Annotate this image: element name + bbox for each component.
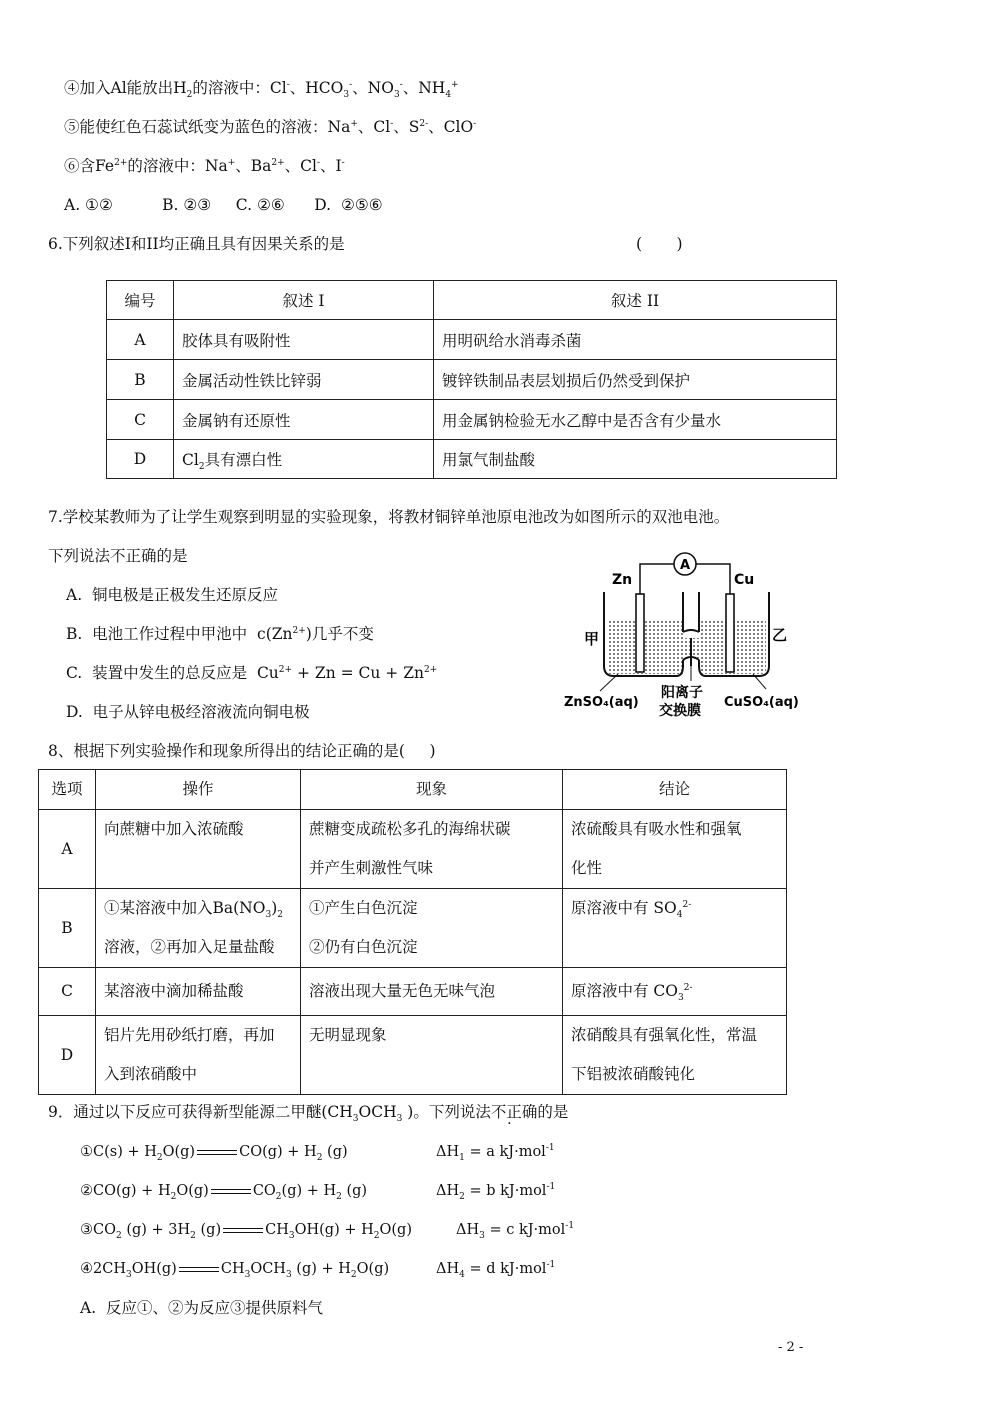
q7-option-d: D. 电子从锌电极经溶液流向铜电极 xyxy=(66,703,310,721)
q8-header: 现象 xyxy=(301,770,563,810)
option-6: ⑥含$Fe^{2+}$的溶液中：Na+、$Ba^{2+}$、Cl-、I- xyxy=(64,157,345,175)
q6-cell: 镀锌铁制品表层划损后仍然受到保护 xyxy=(434,360,837,400)
q8-cell: C xyxy=(39,968,96,1016)
q6-cell: B xyxy=(107,360,174,400)
q6-cell: A xyxy=(107,320,174,360)
page-number: - 2 - xyxy=(778,1340,804,1355)
q6-cell: $Cl_2$具有漂白性 xyxy=(174,440,434,479)
q8-cell: 向蔗糖中加入浓硫酸 xyxy=(96,810,301,889)
q8-cell: 无明显现象 xyxy=(301,1016,563,1095)
q6-cell: 金属钠有还原性 xyxy=(174,400,434,440)
q9-option-a: A. 反应①、②为反应③提供原料气 xyxy=(80,1299,323,1317)
cu-electrode xyxy=(726,594,734,672)
membrane-label-1: 阳离子 xyxy=(661,685,703,701)
table-row xyxy=(107,320,837,360)
cu-solution-label: CuSO₄(aq) xyxy=(724,695,799,710)
table-row xyxy=(39,968,787,1016)
option-5: ⑤能使红色石蕊试纸变为蓝色的溶液：Na+、Cl-、$S^{2-}$、ClO- xyxy=(64,118,477,136)
q6-cell: 用明矾给水消毒杀菌 xyxy=(434,320,837,360)
q8-cell: 原溶液中有 $CO_3^{2-}$ xyxy=(563,968,787,1016)
q8-stem: 8、根据下列实验操作和现象所得出的结论正确的是( ) xyxy=(48,742,436,760)
reaction-1: ①C(s) + $H_2O(g) CO(g) + H_2$ (g) xyxy=(80,1144,348,1163)
q8-cell: 浓硫酸具有吸水性和强氧 化性 xyxy=(563,810,787,889)
q7-option-c: C. 装置中发生的总反应是 $Cu^{2+} + Zn = Cu + Zn^{2+}$ xyxy=(66,664,438,682)
q8-cell: 溶液出现大量无色无味气泡 xyxy=(301,968,563,1016)
q8-cell: 原溶液中有 $SO_4^{2-}$ xyxy=(563,889,787,968)
reaction-2: ②CO(g) + $H_2O(g) CO_2(g) + H_2$ (g) xyxy=(80,1183,368,1202)
table-row xyxy=(39,810,787,889)
q6-cell: 金属活动性铁比锌弱 xyxy=(174,360,434,400)
q6-table xyxy=(106,280,837,479)
q9-stem: 9．通过以下反应可获得新型能源二甲醚($CH_3OCH_3$ )。下列说法不正确的是 xyxy=(48,1103,569,1125)
q8-header: 结论 xyxy=(563,770,787,810)
q8-cell: A xyxy=(39,810,96,889)
enthalpy-3: $\Delta H_3 = c$ kJ·mol$^{-1}$ xyxy=(456,1221,575,1241)
q6-header-s1: 叙述 I xyxy=(174,281,434,320)
enthalpy-1: $\Delta H_1 = a$ kJ·mol$^{-1}$ xyxy=(436,1143,555,1163)
reaction-4: $④2CH_3OH(g)$ $CH_3OCH_3$ $(g) + H_2O(g)$ xyxy=(80,1261,390,1280)
q8-cell: 铝片先用砂纸打磨，再加 入到浓硝酸中 xyxy=(96,1016,301,1095)
table-row xyxy=(39,1016,787,1095)
q8-cell: ①产生白色沉淀 ②仍有白色沉淀 xyxy=(301,889,563,968)
zn-label: Zn xyxy=(612,572,633,588)
q6-stem: 6.下列叙述I和II均正确且具有因果关系的是 xyxy=(48,235,345,253)
q6-cell: 用金属钠检验无水乙醇中是否含有少量水 xyxy=(434,400,837,440)
zn-electrode xyxy=(636,594,644,672)
left-cell-label: 甲 xyxy=(584,630,600,648)
q6-cell: C xyxy=(107,400,174,440)
membrane-label-2: 交换膜 xyxy=(659,703,701,719)
q6-header-id: 编号 xyxy=(107,281,174,320)
q8-cell: B xyxy=(39,889,96,968)
right-cell-label: 乙 xyxy=(772,626,788,644)
q8-header: 选项 xyxy=(39,770,96,810)
table-row xyxy=(107,440,837,479)
q8-cell: D xyxy=(39,1016,96,1095)
enthalpy-2: $\Delta H_2 = b$ kJ·mol$^{-1}$ xyxy=(436,1182,556,1202)
option-4: ④加入Al能放出$H_2$的溶液中：Cl-、$HCO_3^-$、$NO_3^-$、$NH_4^+$ xyxy=(64,79,459,101)
q6-bracket: ( ) xyxy=(636,235,683,253)
q7-option-b: B. 电池工作过程中甲池中 $c(Zn^{2+})$几乎不变 xyxy=(66,625,374,643)
reaction-3: $③CO_2$ $(g) + 3H_2$ (g) $CH_3OH(g) + H_2O(g)$ xyxy=(80,1222,412,1241)
enthalpy-4: $\Delta H_4 = d$ kJ·mol$^{-1}$ xyxy=(436,1260,556,1280)
q8-cell: 浓硝酸具有强氧化性，常温 下铝被浓硝酸钝化 xyxy=(563,1016,787,1095)
ammeter-label: A xyxy=(679,558,691,573)
q8-cell: 某溶液中滴加稀盐酸 xyxy=(96,968,301,1016)
q6-header-s2: 叙述 II xyxy=(434,281,837,320)
q8-header: 操作 xyxy=(96,770,301,810)
table-row xyxy=(39,889,787,968)
q7-stem: 7.学校某教师为了让学生观察到明显的实验现象，将教材铜锌单池原电池改为如图所示的双池电池。 xyxy=(48,508,730,526)
q6-cell: 胶体具有吸附性 xyxy=(174,320,434,360)
zn-solution-label: ZnSO₄(aq) xyxy=(564,695,639,710)
q6-cell: D xyxy=(107,440,174,479)
q6-cell: 用氯气制盐酸 xyxy=(434,440,837,479)
q8-table xyxy=(38,769,787,1095)
q8-cell: 蔗糖变成疏松多孔的海绵状碳 并产生刺激性气味 xyxy=(301,810,563,889)
table-row xyxy=(107,360,837,400)
galvanic-cell-diagram xyxy=(560,548,810,724)
q5-choices: A. ①② B. ②③ C. ②⑥ D. ②⑤⑥ xyxy=(64,196,383,214)
q8-cell: ①某溶液中加入$Ba(NO_3)_2$ 溶液，②再加入足量盐酸 xyxy=(96,889,301,968)
table-row xyxy=(107,400,837,440)
q7-option-a: A. 铜电极是正极发生还原反应 xyxy=(66,586,278,604)
q7-stem-2: 下列说法不正确的是 xyxy=(48,547,188,565)
cu-label: Cu xyxy=(734,572,755,588)
